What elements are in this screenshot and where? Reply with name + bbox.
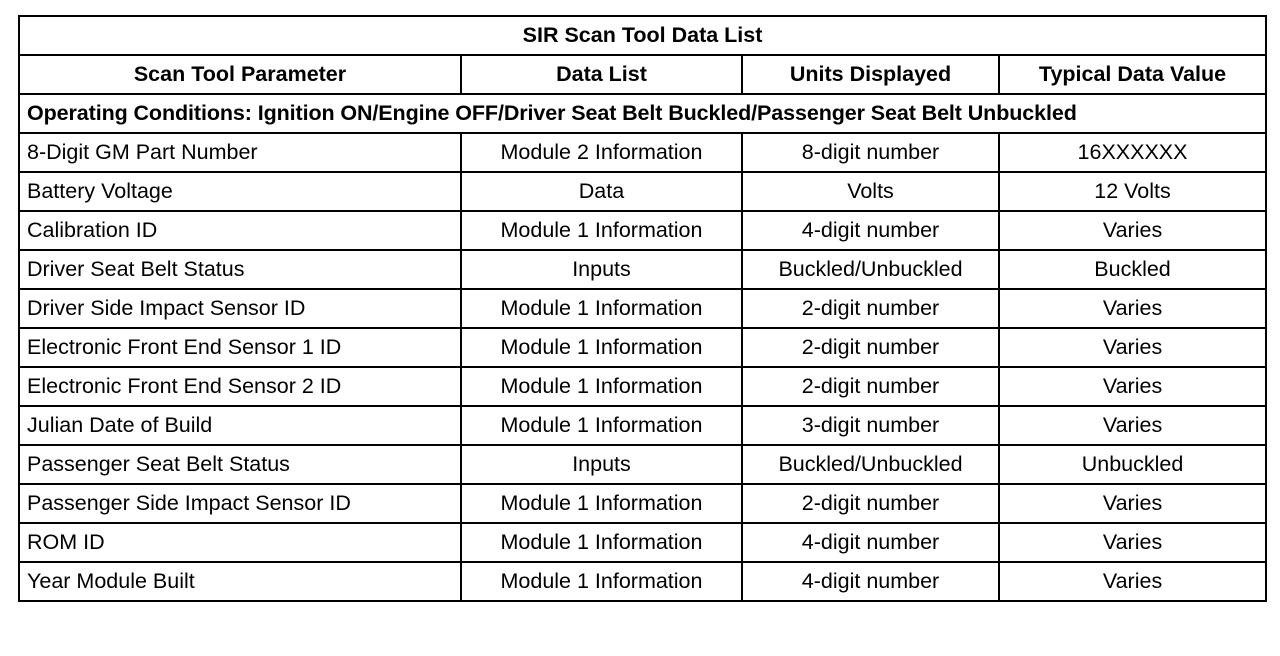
data-list-cell: Module 1 Information xyxy=(461,328,742,367)
parameter-cell: Electronic Front End Sensor 1 ID xyxy=(19,328,461,367)
data-list-cell: Module 1 Information xyxy=(461,211,742,250)
parameter-cell: Passenger Side Impact Sensor ID xyxy=(19,484,461,523)
header-typical-data-value: Typical Data Value xyxy=(999,55,1266,94)
typical-value-cell: Varies xyxy=(999,289,1266,328)
typical-value-cell: Buckled xyxy=(999,250,1266,289)
scan-tool-data-table xyxy=(18,15,1267,602)
typical-value-cell: Varies xyxy=(999,328,1266,367)
units-cell: 2-digit number xyxy=(742,328,999,367)
table-title: SIR Scan Tool Data List xyxy=(19,16,1266,55)
data-list-cell: Module 1 Information xyxy=(461,484,742,523)
data-list-cell: Inputs xyxy=(461,250,742,289)
parameter-cell: Driver Seat Belt Status xyxy=(19,250,461,289)
data-list-cell: Inputs xyxy=(461,445,742,484)
typical-value-cell: Varies xyxy=(999,562,1266,601)
units-cell: 3-digit number xyxy=(742,406,999,445)
table-head xyxy=(19,16,1266,94)
units-cell: 2-digit number xyxy=(742,289,999,328)
typical-value-cell: Varies xyxy=(999,406,1266,445)
title-row xyxy=(19,16,1266,55)
data-list-cell: Module 1 Information xyxy=(461,406,742,445)
units-cell: Buckled/Unbuckled xyxy=(742,445,999,484)
table-row xyxy=(19,484,1266,523)
table-row xyxy=(19,406,1266,445)
typical-value-cell: Varies xyxy=(999,367,1266,406)
data-list-cell: Data xyxy=(461,172,742,211)
typical-value-cell: Unbuckled xyxy=(999,445,1266,484)
typical-value-cell: Varies xyxy=(999,523,1266,562)
units-cell: 2-digit number xyxy=(742,367,999,406)
header-row xyxy=(19,55,1266,94)
table-row xyxy=(19,562,1266,601)
operating-conditions: Operating Conditions: Ignition ON/Engine OFF/Driver Seat Belt Buckled/Passenger Seat Belt Unbuckled xyxy=(19,94,1266,133)
units-cell: 8-digit number xyxy=(742,133,999,172)
table-row xyxy=(19,133,1266,172)
units-cell: 4-digit number xyxy=(742,562,999,601)
units-cell: Volts xyxy=(742,172,999,211)
data-list-cell: Module 1 Information xyxy=(461,523,742,562)
typical-value-cell: 16XXXXXX xyxy=(999,133,1266,172)
parameter-cell: Passenger Seat Belt Status xyxy=(19,445,461,484)
table-row xyxy=(19,445,1266,484)
units-cell: 2-digit number xyxy=(742,484,999,523)
parameter-cell: Electronic Front End Sensor 2 ID xyxy=(19,367,461,406)
typical-value-cell: 12 Volts xyxy=(999,172,1266,211)
parameter-cell: Year Module Built xyxy=(19,562,461,601)
parameter-cell: 8-Digit GM Part Number xyxy=(19,133,461,172)
table-row xyxy=(19,367,1266,406)
typical-value-cell: Varies xyxy=(999,484,1266,523)
parameter-cell: Julian Date of Build xyxy=(19,406,461,445)
table-row xyxy=(19,289,1266,328)
data-list-cell: Module 2 Information xyxy=(461,133,742,172)
table-row xyxy=(19,250,1266,289)
header-units-displayed: Units Displayed xyxy=(742,55,999,94)
table-body xyxy=(19,94,1266,601)
typical-value-cell: Varies xyxy=(999,211,1266,250)
table-row xyxy=(19,523,1266,562)
table-row xyxy=(19,211,1266,250)
operating-conditions-row xyxy=(19,94,1266,133)
units-cell: Buckled/Unbuckled xyxy=(742,250,999,289)
table-row xyxy=(19,328,1266,367)
parameter-cell: Driver Side Impact Sensor ID xyxy=(19,289,461,328)
data-list-cell: Module 1 Information xyxy=(461,367,742,406)
table-row xyxy=(19,172,1266,211)
parameter-cell: ROM ID xyxy=(19,523,461,562)
units-cell: 4-digit number xyxy=(742,523,999,562)
parameter-cell: Calibration ID xyxy=(19,211,461,250)
header-data-list: Data List xyxy=(461,55,742,94)
units-cell: 4-digit number xyxy=(742,211,999,250)
data-list-cell: Module 1 Information xyxy=(461,289,742,328)
header-scan-tool-parameter: Scan Tool Parameter xyxy=(19,55,461,94)
data-list-cell: Module 1 Information xyxy=(461,562,742,601)
parameter-cell: Battery Voltage xyxy=(19,172,461,211)
